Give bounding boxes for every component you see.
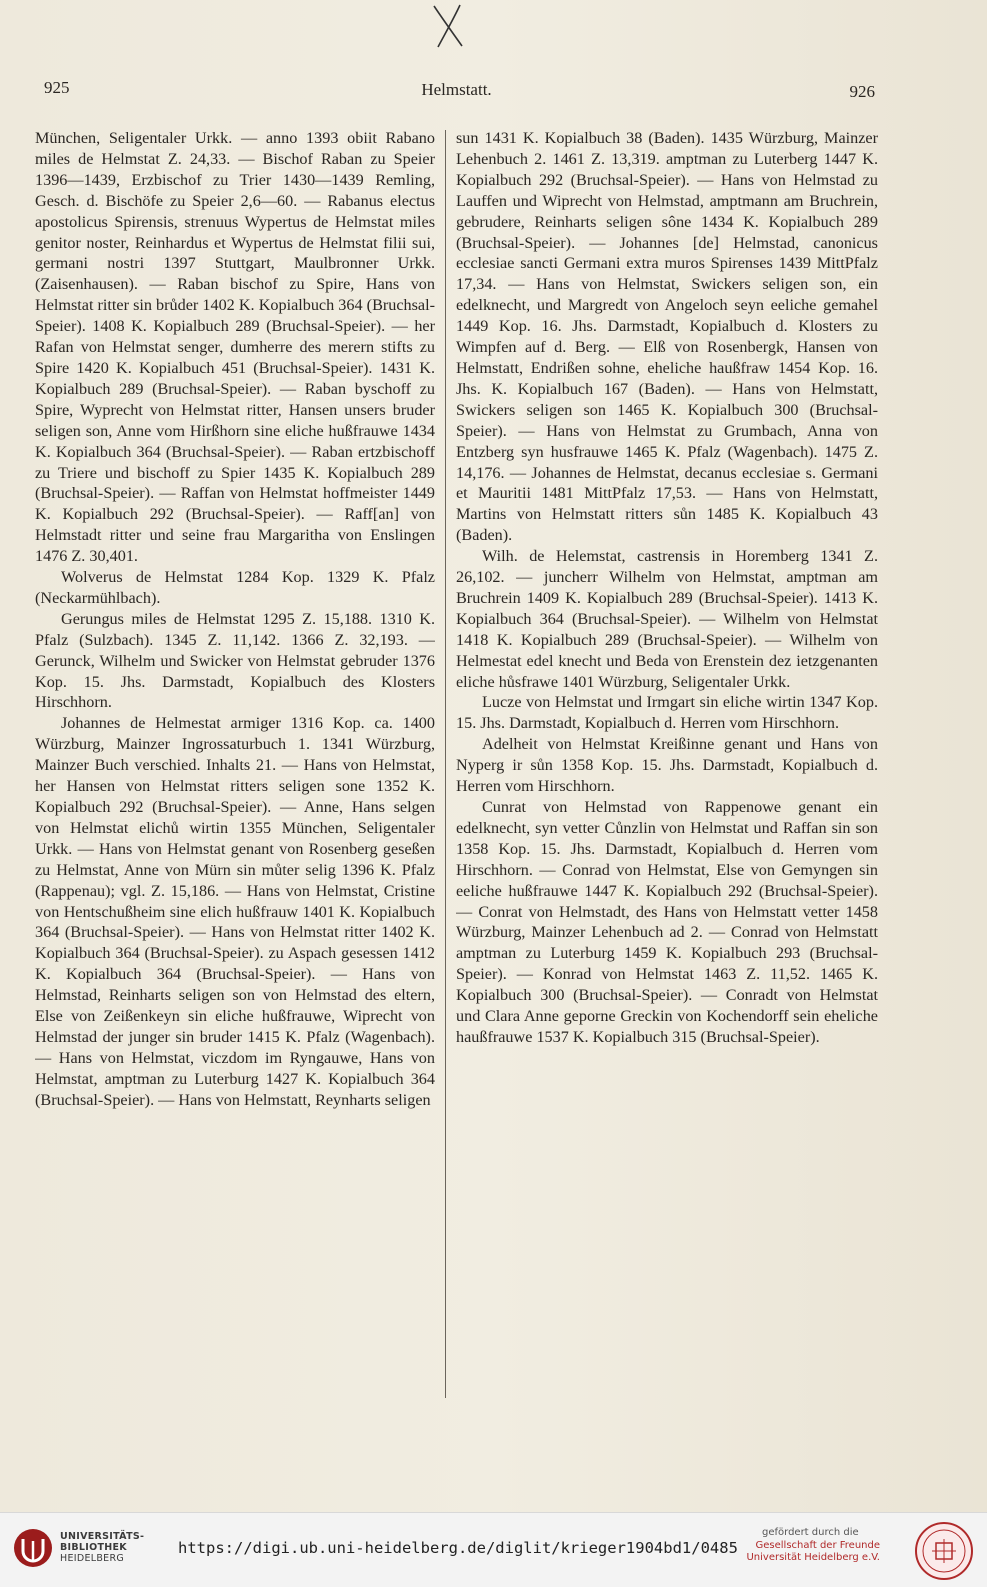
page-number-left: 925 bbox=[44, 78, 70, 97]
page-number-right: 926 bbox=[849, 82, 875, 101]
permalink-url[interactable]: https://digi.ub.uni-heidelberg.de/diglit/krieger1904bd1/0485 bbox=[178, 1539, 738, 1557]
entry-paragraph: Cunrat von Helmstad von Rappenowe genant ein edelknecht, syn vetter Cůnzlin von Helmstat und Raffan sin son 1358 Kop. 15. Jhs. Darmstadt, Kopialbuch d. Herren vom Hirschhorn. — Conrad von Helmstat, Else von Gemyngen sin eeliche hußfrauwe 1447 K. Kopialbuch 292 (Bruchsal-Speier). — Conrat von Helmstadt, des Hans von Helmstatt vetter 1458 Würzburg, Mainzer Lehenbuch ad 2. — Conrad von Helmstatt amptman zu Luterburg 1459 K. Kopialbuch 293 (Bruchsal-Speier). — Konrad von Helmstat 1463 Z. 11,52. 1465 K. Kopialbuch 300 (Bruchsal-Speier). — Conradt von Helmstat und Clara Anne geporne Greckin von Kochendorff sein eheliche haußfrauwe 1537 K. Kopialbuch 315 (Bruchsal-Speier). bbox=[456, 798, 878, 1046]
handwritten-x-mark bbox=[428, 4, 468, 48]
library-name-line1: UNIVERSITÄTS- bbox=[60, 1531, 145, 1542]
sponsor-credit[interactable] bbox=[700, 1527, 900, 1565]
column-divider bbox=[445, 130, 446, 1398]
library-name-line2: BIBLIOTHEK bbox=[60, 1542, 127, 1553]
entry-paragraph: Johannes de Helmestat armiger 1316 Kop. ca. 1400 Würzburg, Mainzer Ingrossaturbuch 1. 1341 Würzburg, Mainzer Buch verschied. Inhalts 21. — Hans von Helmstat, her Hansen von Helmstat ritters seligen sone 1352 K. Kopialbuch 292 (Bruchsal-Speier). — Anne, Hans selgen von Helmstat elichů wirtin 1355 München, Seligentaler Urkk. — Hans von Helmstat genant von Rosenberg geseßen zu Helmstat, Anne von Mürn sin můter selig 1396 K. Pfalz (Rappenau); vgl. Z. 15,186. — Hans von Helmstat, Cristine von Hentschußheim sine elich hußfrauw 1401 K. Kopialbuch 364 (Bruchsal-Speier). — Hans von Helmstat ritter 1402 K. Kopialbuch 364 (Bruchsal-Speier). zu Aspach gesessen 1412 K. Kopialbuch 364 (Bruchsal-Speier). — Hans von Helmstad, Reinharts seligen son von Helmstad des eltern, Else von Zeißenkeyn sin eliche hußfrauwe, Wiprecht von Helmstad der junger sin bruder 1415 K. Pfalz (Wagenbach). — Hans von Helmstat, viczdom im Ryngauwe, Hans von Helmstat, amptman zu Luterburg 1427 K. Kopialbuch 364 (Bruchsal-Speier). — Hans von Helmstatt, Reynharts seligen bbox=[35, 714, 435, 1109]
entry-paragraph: Gerungus miles de Helmstat 1295 Z. 15,188. 1310 K. Pfalz (Sulzbach). 1345 Z. 11,142. 1366 Z. 32,193. — Gerunck, Wilhelm und Swicker von Helmstat gebruder 1376 Kop. 15. Jhs. Darmstadt, Kopialbuch des Klosters Hirschhorn. bbox=[35, 609, 435, 712]
library-name-line3: HEIDELBERG bbox=[60, 1553, 125, 1564]
sponsor-org-line2: Universität Heidelberg e.V. bbox=[746, 1552, 880, 1563]
entry-paragraph: Adelheit von Helmstat Kreißinne genant und Hans von Nyperg ir sůn 1358 Kop. 15. Jhs. Darmstadt, Kopialbuch d. Herren vom Hirschhorn. bbox=[456, 735, 878, 796]
left-text-column bbox=[35, 128, 435, 1418]
library-name[interactable] bbox=[60, 1531, 144, 1564]
entry-paragraph: sun 1431 K. Kopialbuch 38 (Baden). 1435 Würzburg, Mainzer Lehenbuch 2. 1461 Z. 13,319. amptman zu Luterberg 1447 K. Kopialbuch 292 (Bruchsal-Speier). — Hans von Helmstad zu Lauffen und Wiprecht von Helmstad, amptmann am Bruchrein, gebrudere, Reinharts seligen sône 1434 K. Kopialbuch 289 (Bruchsal-Speier). — Johannes [de] Helmstad, canonicus ecclesiae sancti Germani extra muros Spirenses 1439 MittPfalz 17,34. — Hans von Helmstat, Swickers seligen son, ein edelknecht, und Margredt von Angeloch seyn eeliche gemahel 1449 Kop. 16. Jhs. Darmstadt, Kopialbuch d. Klosters zu Wimpfen auf d. Berg. — Elß von Rosenbergk, Hansen von Helmstatt, Endrißen sohne, eheliche haußfraw 1454 Kop. 16. Jhs. K. Kopialbuch 167 (Baden). — Hans von Helmstatt, Swickers seligen son 1465 K. Kopialbuch 300 (Bruchsal-Speier). — Hans von Helmstat zu Grumbach, Anna von Entzberg syn husfrauwe 1465 K. Pfalz (Wagenbach). 1475 Z. 14,176. — Johannes de Helmstat, decanus ecclesiae s. Germani et Mauritii 1481 MittPfalz 17,53. — Hans von Helmstatt, Martins von Helmstatt ritters sůn 1485 K. Kopialbuch 43 (Baden). bbox=[456, 129, 878, 545]
entry-paragraph: Wolverus de Helmstat 1284 Kop. 1329 K. Pfalz (Neckarmühlbach). bbox=[35, 568, 435, 607]
entry-paragraph: München, Seligentaler Urkk. — anno 1393 obiit Rabano miles de Helmstat Z. 24,33. — Bischof Raban zu Speier 1396—1439, Erzbischof zu Trier 1430—1439 Remling, Gesch. d. Bischöfe zu Speier 2,6—60. — Rabanus electus apostolicus Spirensis, strenuus Wypertus de Helmstat miles genitor noster, Reinhardus et Wypertus de Helmstat filii sui, germani nostri 1397 Stuttgart, Maulbronner Urkk. (Zaisenhausen). — Raban bischof zu Spire, Hans von Helmstat ritter sin brůder 1402 K. Kopialbuch 364 (Bruchsal-Speier). 1408 K. Kopialbuch 289 (Bruchsal-Speier). — her Rafan von Helmstat senger, dumherre des merern stifts zu Spire 1420 K. Kopialbuch 451 (Bruchsal-Speier). 1431 K. Kopialbuch 289 (Bruchsal-Speier). — Raban byschoff zu Spire, Wyprecht von Helmstat ritter, Hansen unsers bruder seligen son, Anne vom Hirßhorn sine eliche hußfrauwe 1434 K. Kopialbuch 364 (Bruchsal-Speier). — Raban ertzbischoff zu Triere und bischoff zu Spier 1435 K. Kopialbuch 289 (Bruchsal-Speier). — Raffan von Helmstat hoffmeister 1449 K. Kopialbuch 292 (Bruchsal-Speier). — Raff[an] von Helmstadt ritter und seine frau Margaritha von Enslingen 1476 Z. 30,401. bbox=[35, 129, 435, 566]
sponsor-by: gefördert durch die bbox=[762, 1527, 859, 1538]
page-header bbox=[38, 78, 875, 108]
sponsor-org-line1: Gesellschaft der Freunde bbox=[755, 1539, 880, 1551]
right-text-column bbox=[456, 128, 878, 1418]
entry-paragraph: Lucze von Helmstat und Irmgart sin eliche wirtin 1347 Kop. 15. Jhs. Darmstadt, Kopialbuch d. Herren vom Hirschhorn. bbox=[456, 693, 878, 733]
university-seal-icon[interactable] bbox=[914, 1521, 974, 1581]
entry-paragraph: Wilh. de Helemstat, castrensis in Horemberg 1341 Z. 26,102. — juncherr Wilhelm von Helmstat, amptman am Bruchrein 1409 K. Kopialbuch 289 (Bruchsal-Speier). 1413 K. Kopialbuch 364 (Bruchsal-Speier). — Wilhelm von Helmstat 1418 K. Kopialbuch 289 (Bruchsal-Speier). — Wilhelm von Helmestat edel knecht und Beda von Erenstein dez ietzgenanten eliche hůsfrawe 1401 Würzburg, Seligentaler Urkk. bbox=[456, 547, 878, 691]
viewer-footer bbox=[0, 1512, 987, 1587]
ub-heidelberg-logo-icon[interactable] bbox=[12, 1527, 54, 1569]
running-title: Helmstatt. bbox=[421, 80, 492, 99]
